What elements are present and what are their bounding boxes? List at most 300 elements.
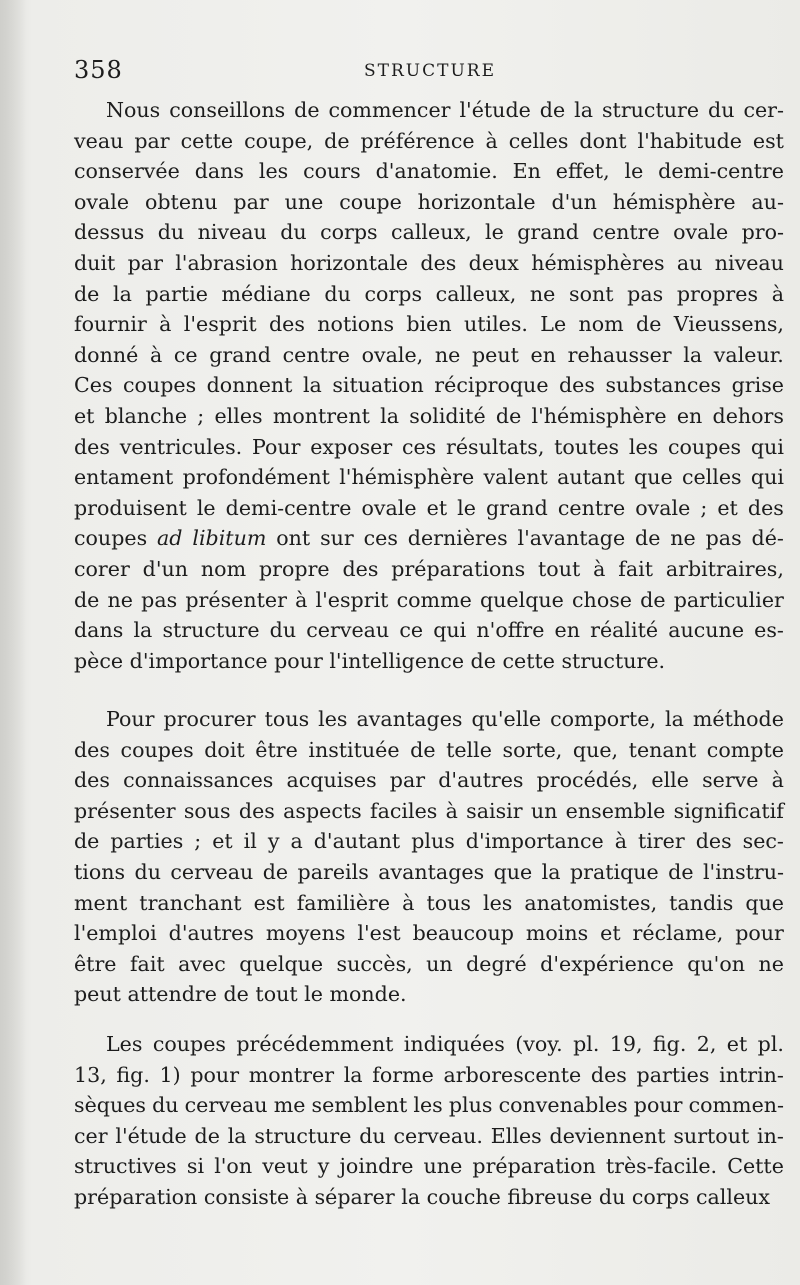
word: grand bbox=[486, 495, 548, 520]
page-header bbox=[74, 56, 794, 88]
word: au bbox=[676, 250, 703, 275]
word: coupe, bbox=[244, 128, 314, 153]
word: que bbox=[493, 859, 533, 884]
word: plus bbox=[448, 1093, 493, 1118]
word: résultats, bbox=[446, 434, 545, 459]
word: structure bbox=[162, 618, 260, 643]
word: En bbox=[512, 159, 541, 184]
text-line bbox=[74, 615, 784, 646]
word: succès, bbox=[336, 951, 413, 976]
word: préférence bbox=[360, 128, 475, 153]
word: si bbox=[186, 1154, 205, 1179]
word: dans bbox=[74, 618, 124, 643]
word: du bbox=[359, 1123, 386, 1148]
word: de bbox=[324, 128, 350, 153]
word: centre bbox=[557, 495, 626, 520]
word: à bbox=[149, 342, 163, 367]
text-line bbox=[74, 248, 784, 279]
text-line bbox=[74, 432, 784, 463]
word: dehors bbox=[712, 403, 784, 428]
binding-shadow bbox=[0, 0, 26, 1285]
word: ne bbox=[529, 281, 556, 306]
word: que bbox=[745, 890, 784, 915]
word: la bbox=[541, 859, 561, 884]
word: les bbox=[413, 1093, 443, 1118]
word: les bbox=[318, 707, 348, 731]
word: coupes bbox=[74, 526, 148, 551]
word: doit bbox=[204, 737, 245, 762]
word: pareils bbox=[297, 859, 369, 884]
word: du bbox=[324, 281, 351, 306]
word: du bbox=[269, 618, 297, 643]
word: connaissances bbox=[123, 768, 274, 793]
word: dont bbox=[579, 128, 627, 153]
word: produisent bbox=[74, 495, 187, 520]
text-line bbox=[74, 217, 784, 248]
word: compte bbox=[706, 737, 784, 762]
word: l'hémisphère bbox=[339, 465, 475, 490]
word: structure bbox=[254, 1123, 352, 1148]
word: grand bbox=[209, 342, 271, 367]
word: Cette bbox=[727, 1154, 784, 1179]
word: dernières bbox=[407, 526, 508, 551]
word: montrent bbox=[272, 403, 370, 428]
word: d'autres bbox=[168, 921, 254, 946]
word: dans bbox=[194, 159, 244, 184]
word: in- bbox=[757, 1123, 784, 1148]
page-number: 358 bbox=[74, 56, 123, 84]
word: demi-centre bbox=[658, 159, 784, 184]
word: Le bbox=[540, 312, 567, 337]
word: ne bbox=[758, 951, 784, 976]
word: tirer bbox=[637, 829, 685, 854]
word: anatomistes, bbox=[524, 890, 658, 915]
word: grand bbox=[517, 220, 579, 245]
text-line bbox=[74, 126, 784, 157]
word: fig. bbox=[116, 1062, 150, 1087]
word: à bbox=[402, 890, 415, 915]
word: en bbox=[530, 342, 556, 367]
word: présenter bbox=[74, 798, 176, 823]
word: exposer bbox=[310, 434, 393, 459]
word: substances bbox=[605, 373, 722, 398]
word: intrin- bbox=[719, 1062, 784, 1087]
word: est bbox=[253, 890, 285, 915]
word: dessus bbox=[74, 220, 145, 245]
word: acquises bbox=[286, 768, 377, 793]
word: du bbox=[157, 220, 185, 245]
word: propres bbox=[676, 281, 759, 306]
word: centre bbox=[592, 220, 660, 245]
word: très-facile. bbox=[605, 1154, 718, 1179]
word: coupes bbox=[123, 373, 197, 398]
word: ne bbox=[434, 342, 461, 367]
word: niveau bbox=[714, 250, 784, 275]
word: serve bbox=[702, 768, 759, 793]
word: ces bbox=[363, 526, 398, 551]
word: et bbox=[212, 829, 233, 854]
word: quelque bbox=[479, 587, 564, 612]
word: il bbox=[243, 829, 257, 854]
word: à bbox=[771, 281, 784, 306]
text-line bbox=[74, 462, 784, 493]
word: deviennent bbox=[549, 1123, 666, 1148]
word: médiane bbox=[221, 281, 311, 306]
word: familière bbox=[296, 890, 391, 915]
word: l'abrasion bbox=[175, 250, 278, 275]
word: du bbox=[708, 98, 735, 122]
word: l'on bbox=[214, 1154, 253, 1179]
word: conseillons bbox=[169, 98, 286, 122]
word: toutes bbox=[554, 434, 620, 459]
word: la bbox=[113, 281, 132, 306]
text-line bbox=[74, 95, 784, 126]
word: structure bbox=[601, 98, 700, 122]
word: centre bbox=[282, 342, 350, 367]
word: surtout bbox=[673, 1123, 750, 1148]
word: de bbox=[74, 829, 100, 854]
word: saisir bbox=[466, 798, 523, 823]
word: qui bbox=[750, 465, 784, 490]
word: pro- bbox=[741, 220, 784, 245]
word: sous bbox=[183, 798, 231, 823]
word: des bbox=[342, 556, 379, 581]
word: réalité bbox=[590, 618, 659, 643]
word: donné bbox=[74, 342, 139, 367]
word: ment bbox=[74, 890, 128, 915]
word: veut bbox=[262, 1154, 308, 1179]
word: cerveau bbox=[184, 1093, 268, 1118]
word: à bbox=[295, 587, 308, 612]
word: présenter bbox=[185, 587, 287, 612]
word: d'un bbox=[142, 556, 189, 581]
word: semblent bbox=[311, 1093, 408, 1118]
word: par bbox=[127, 250, 163, 275]
word: convenables bbox=[498, 1093, 628, 1118]
word: de bbox=[636, 312, 662, 337]
word: ovale bbox=[635, 495, 691, 520]
word: tandis bbox=[669, 890, 734, 915]
text-line bbox=[74, 858, 784, 889]
word: Nous bbox=[106, 98, 161, 122]
word: l'est bbox=[357, 921, 401, 946]
word: obtenu bbox=[144, 189, 218, 214]
word: sur bbox=[320, 526, 354, 551]
word: en bbox=[554, 618, 580, 643]
word: être bbox=[255, 737, 298, 762]
text-line bbox=[74, 766, 784, 797]
word: que, bbox=[572, 737, 619, 762]
word: donnent bbox=[206, 373, 293, 398]
word: partie bbox=[145, 281, 208, 306]
paragraph-3 bbox=[74, 1029, 784, 1213]
word: peut bbox=[471, 342, 519, 367]
word: les bbox=[482, 890, 513, 915]
word: aspects bbox=[283, 798, 362, 823]
word: Vieussens, bbox=[673, 312, 784, 337]
text-line bbox=[74, 705, 784, 736]
word: ventricules. bbox=[119, 434, 243, 459]
word: ; bbox=[194, 829, 202, 854]
word: fait bbox=[618, 556, 654, 581]
word: l'étude bbox=[115, 1123, 187, 1148]
word: pl. bbox=[573, 1032, 600, 1056]
word: à bbox=[485, 128, 498, 153]
word: comporte, bbox=[550, 707, 657, 731]
word: parties bbox=[636, 1062, 710, 1087]
word: cerveau. bbox=[393, 1123, 483, 1148]
word: rehausser bbox=[567, 342, 672, 367]
word: tranchant bbox=[139, 890, 242, 915]
word: des bbox=[74, 434, 110, 459]
word: pour bbox=[190, 1062, 240, 1087]
word: montrer bbox=[248, 1062, 335, 1087]
word: sorte, bbox=[502, 737, 563, 762]
word: situation bbox=[332, 373, 424, 398]
text-line bbox=[74, 187, 784, 218]
word: cours bbox=[303, 159, 361, 184]
text-line bbox=[74, 1060, 784, 1091]
word: valent bbox=[483, 465, 548, 490]
word: corps bbox=[364, 281, 423, 306]
word: conservée bbox=[74, 159, 180, 184]
word: plus bbox=[411, 829, 455, 854]
text-line bbox=[74, 797, 784, 828]
word: libitum bbox=[192, 526, 267, 551]
word: procurer bbox=[163, 707, 256, 731]
word: de bbox=[635, 526, 661, 551]
word: moins bbox=[525, 921, 589, 946]
word: en bbox=[676, 403, 703, 428]
word: de bbox=[640, 587, 666, 612]
word: des bbox=[74, 737, 110, 762]
word: méthode bbox=[692, 707, 784, 731]
word: à bbox=[593, 556, 606, 581]
word: ce bbox=[173, 342, 198, 367]
word: la bbox=[683, 342, 703, 367]
word: des bbox=[269, 312, 305, 337]
word: pour bbox=[735, 921, 784, 946]
word: des bbox=[559, 373, 595, 398]
word: particulier bbox=[673, 587, 784, 612]
word: des bbox=[747, 495, 784, 520]
word: y bbox=[267, 829, 280, 854]
word: et bbox=[74, 403, 95, 428]
word: et bbox=[600, 921, 621, 946]
word: a bbox=[290, 829, 303, 854]
text-line bbox=[74, 1151, 784, 1182]
word: être bbox=[74, 951, 117, 976]
word: Elles bbox=[490, 1123, 542, 1148]
word: tout bbox=[538, 556, 581, 581]
word: 1) bbox=[159, 1062, 181, 1087]
word: effet, bbox=[555, 159, 610, 184]
word: l'esprit bbox=[315, 587, 389, 612]
word: des bbox=[238, 798, 275, 823]
word: aucune bbox=[668, 618, 745, 643]
word: cer bbox=[74, 1123, 108, 1148]
word: l'emploi bbox=[74, 921, 157, 946]
word: réclame, bbox=[632, 921, 724, 946]
word: faciles bbox=[369, 798, 438, 823]
word: tous bbox=[426, 890, 471, 915]
word: ne bbox=[670, 526, 696, 551]
word: d'autres bbox=[438, 768, 524, 793]
word: des bbox=[590, 1062, 627, 1087]
word: telle bbox=[446, 737, 492, 762]
word: coupes bbox=[152, 1032, 226, 1056]
word: d'un bbox=[551, 189, 597, 214]
word: notions bbox=[317, 312, 395, 337]
word: pas bbox=[705, 526, 742, 551]
word: pl. bbox=[757, 1032, 784, 1056]
word: valeur. bbox=[713, 342, 784, 367]
word: (voy. bbox=[515, 1032, 563, 1056]
word: sont bbox=[569, 281, 614, 306]
word: ne bbox=[107, 587, 133, 612]
word: une bbox=[284, 189, 324, 214]
word: 2, bbox=[696, 1032, 717, 1056]
word: horizontale bbox=[290, 250, 409, 275]
word: ce bbox=[399, 618, 424, 643]
word: pour bbox=[633, 1093, 683, 1118]
word: duit bbox=[74, 250, 116, 275]
word: coupes bbox=[667, 434, 742, 459]
word: qu'on bbox=[687, 951, 745, 976]
word: de bbox=[495, 403, 522, 428]
word: ; bbox=[197, 403, 205, 428]
word: ovale, bbox=[361, 342, 424, 367]
word: ensemble bbox=[565, 798, 666, 823]
text-line bbox=[74, 1121, 784, 1152]
word: nom bbox=[578, 312, 624, 337]
word: le bbox=[457, 495, 476, 520]
word: par bbox=[233, 189, 269, 214]
text-line bbox=[74, 827, 784, 858]
word: parties bbox=[110, 829, 184, 854]
word: de bbox=[539, 98, 566, 122]
text-line: préparation consiste à séparer la couche fibreuse du corps calleux bbox=[74, 1184, 771, 1209]
word: Ces bbox=[74, 373, 113, 398]
word: hémisphère bbox=[612, 189, 736, 214]
word: es- bbox=[754, 618, 784, 643]
word: le bbox=[624, 159, 644, 184]
word: tous bbox=[264, 707, 310, 731]
word: par bbox=[389, 768, 426, 793]
word: d'importance bbox=[465, 829, 604, 854]
word: l'hémisphère bbox=[531, 403, 667, 428]
word: Pour bbox=[106, 707, 155, 731]
word: un bbox=[426, 951, 453, 976]
word: autant bbox=[557, 465, 625, 490]
word: est bbox=[752, 128, 784, 153]
word: propre bbox=[258, 556, 330, 581]
word: joindre bbox=[339, 1154, 414, 1179]
word: de bbox=[262, 859, 289, 884]
word: la bbox=[380, 403, 400, 428]
word: moyens bbox=[265, 921, 346, 946]
word: du bbox=[152, 1093, 179, 1118]
word: qui bbox=[750, 434, 784, 459]
text-line bbox=[74, 156, 784, 187]
word: ad bbox=[157, 526, 183, 551]
word: d'anatomie. bbox=[375, 159, 498, 184]
word: fait bbox=[129, 951, 165, 976]
word: avantages bbox=[356, 707, 463, 731]
word: me bbox=[273, 1093, 306, 1118]
word: que bbox=[634, 465, 673, 490]
word: 13, bbox=[74, 1062, 107, 1087]
word: de bbox=[410, 737, 436, 762]
text-line bbox=[74, 493, 784, 524]
word: à bbox=[159, 312, 172, 337]
word: cerveau bbox=[306, 618, 390, 643]
word: la bbox=[302, 373, 322, 398]
word: Les bbox=[106, 1032, 143, 1056]
text-line bbox=[74, 554, 784, 585]
word: et bbox=[726, 1032, 748, 1056]
word: horizontale bbox=[417, 189, 536, 214]
text-line bbox=[74, 736, 784, 767]
word: n'offre bbox=[476, 618, 545, 643]
word: cer- bbox=[743, 98, 784, 122]
word: celles bbox=[508, 128, 569, 153]
word: ovale bbox=[673, 220, 729, 245]
text-line bbox=[74, 585, 784, 616]
word: indiquées bbox=[403, 1032, 505, 1056]
word: du bbox=[134, 859, 161, 884]
word: bien bbox=[406, 312, 452, 337]
word: le bbox=[485, 220, 504, 245]
word: la bbox=[574, 98, 594, 122]
text-line bbox=[74, 950, 784, 981]
word: et bbox=[717, 495, 738, 520]
word: de bbox=[74, 587, 100, 612]
word: qu'elle bbox=[471, 707, 542, 731]
word: arborescente bbox=[443, 1062, 582, 1087]
word: pas bbox=[627, 281, 664, 306]
word: entament bbox=[74, 465, 174, 490]
word: 19, bbox=[609, 1032, 643, 1056]
word: hémisphères bbox=[531, 250, 665, 275]
word: les bbox=[628, 434, 659, 459]
word: celles bbox=[681, 465, 742, 490]
word: blanche bbox=[104, 403, 188, 428]
word: sec- bbox=[742, 829, 784, 854]
word: quelque bbox=[239, 951, 324, 976]
word: des bbox=[74, 768, 110, 793]
word: arbitraires, bbox=[665, 556, 784, 581]
word: y bbox=[317, 1154, 330, 1179]
word: pas bbox=[141, 587, 178, 612]
word: profondément bbox=[182, 465, 330, 490]
word: à bbox=[445, 798, 458, 823]
word: cette bbox=[180, 128, 234, 153]
text-line bbox=[74, 523, 784, 554]
word: solidité bbox=[409, 403, 486, 428]
word: degré bbox=[466, 951, 527, 976]
word: calleux, bbox=[435, 281, 517, 306]
word: les bbox=[258, 159, 289, 184]
word: avec bbox=[178, 951, 226, 976]
word: à bbox=[614, 829, 627, 854]
paragraph-2 bbox=[74, 705, 784, 1011]
word: à bbox=[771, 768, 784, 793]
word: sèques bbox=[74, 1093, 146, 1118]
word: chose bbox=[572, 587, 632, 612]
text-line: pèce d'importance pour l'intelligence de cette structure. bbox=[74, 648, 666, 673]
word: elle bbox=[651, 768, 689, 793]
